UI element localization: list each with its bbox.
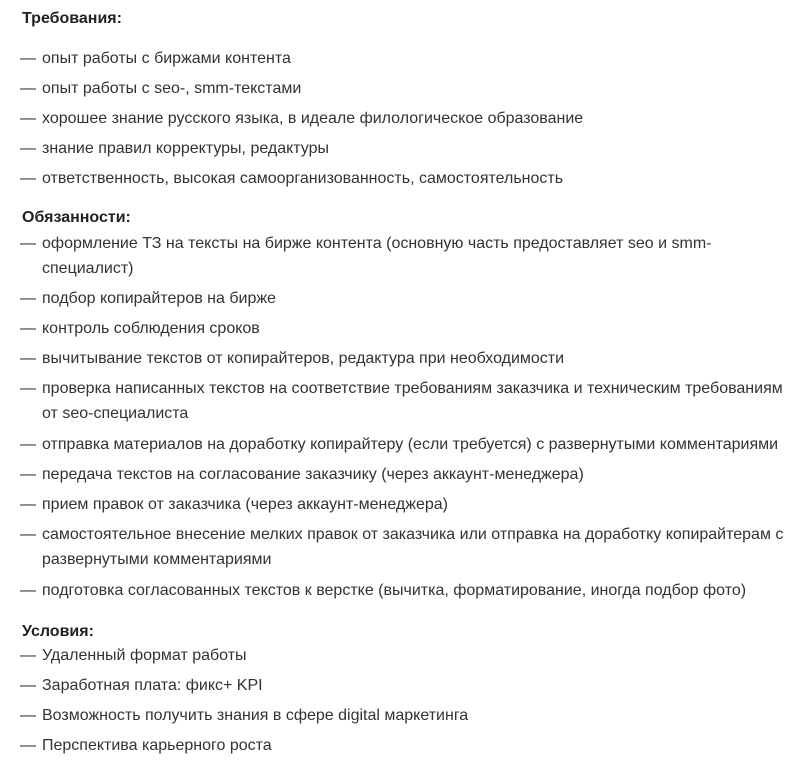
bullet-dash: — [20, 350, 36, 367]
bullet-dash: — [20, 737, 36, 754]
requirements-item-text: знание правил корректуры, редактуры [42, 140, 330, 157]
duties-item-text: контроль соблюдения сроков [42, 320, 260, 337]
bullet-dash: — [20, 677, 36, 694]
bullet-dash: — [20, 235, 36, 252]
duties-item-text: оформление ТЗ на тексты на бирже контента (основную часть предоставляет seo и smm-специалист) [42, 235, 712, 277]
duties-item [20, 578, 790, 603]
bullet-dash: — [20, 380, 36, 397]
requirements-item [20, 136, 790, 161]
bullet-dash: — [20, 466, 36, 483]
bullet-dash: — [20, 110, 36, 127]
conditions-item [20, 643, 790, 668]
conditions-heading: Условия: [22, 623, 94, 640]
duties-item-text: проверка написанных текстов на соответствие требованиям заказчика и техническим требованиям от seo-специалиста [42, 380, 783, 422]
conditions-item-text: Удаленный формат работы [42, 647, 247, 664]
duties-item-text: прием правок от заказчика (через аккаунт-менеджера) [42, 496, 448, 513]
bullet-dash: — [20, 582, 36, 599]
requirements-item [20, 166, 790, 191]
duties-item-text: подбор копирайтеров на бирже [42, 290, 276, 307]
duties-item [20, 492, 790, 517]
duties-item-text: самостоятельное внесение мелких правок от заказчика или отправка на доработку копирайтерам с развернутыми комментариями [42, 526, 784, 568]
conditions-item-text: Заработная плата: фикс+ KPI [42, 677, 263, 694]
conditions-item-text: Возможность получить знания в сфере digital маркетинга [42, 707, 469, 724]
bullet-dash: — [20, 50, 36, 67]
requirements-item [20, 106, 790, 131]
duties-item-text: подготовка согласованных текстов к верстке (вычитка, форматирование, иногда подбор фото) [42, 582, 747, 599]
conditions-item [20, 703, 790, 728]
bullet-dash: — [20, 170, 36, 187]
duties-item [20, 231, 790, 281]
bullet-dash: — [20, 647, 36, 664]
bullet-dash: — [20, 707, 36, 724]
bullet-dash: — [20, 320, 36, 337]
conditions-item [20, 733, 790, 758]
requirements-heading: Требования: [22, 10, 122, 27]
requirements-item-text: опыт работы с биржами контента [42, 50, 291, 67]
duties-heading: Обязанности: [22, 209, 131, 226]
bullet-dash: — [20, 290, 36, 307]
duties-item [20, 376, 790, 426]
duties-item [20, 522, 790, 572]
requirements-item-text: хорошее знание русского языка, в идеале филологическое образование [42, 110, 584, 127]
bullet-dash: — [20, 80, 36, 97]
duties-item [20, 432, 790, 457]
requirements-item-text: опыт работы с seo-, smm-текстами [42, 80, 302, 97]
duties-item-text: отправка материалов на доработку копирайтеру (если требуется) с развернутыми комментариями [42, 436, 779, 453]
duties-item [20, 316, 790, 341]
bullet-dash: — [20, 140, 36, 157]
duties-item [20, 286, 790, 311]
conditions-item-text: Перспектива карьерного роста [42, 737, 272, 754]
bullet-dash: — [20, 496, 36, 513]
requirements-item-text: ответственность, высокая самоорганизованность, самостоятельность [42, 170, 564, 187]
duties-item-text: передача текстов на согласование заказчику (через аккаунт-менеджера) [42, 466, 584, 483]
bullet-dash: — [20, 526, 36, 543]
requirements-item [20, 46, 790, 71]
bullet-dash: — [20, 436, 36, 453]
duties-item [20, 462, 790, 487]
duties-item-text: вычитывание текстов от копирайтеров, редактура при необходимости [42, 350, 565, 367]
conditions-item [20, 673, 790, 698]
duties-item [20, 346, 790, 371]
requirements-item [20, 76, 790, 101]
